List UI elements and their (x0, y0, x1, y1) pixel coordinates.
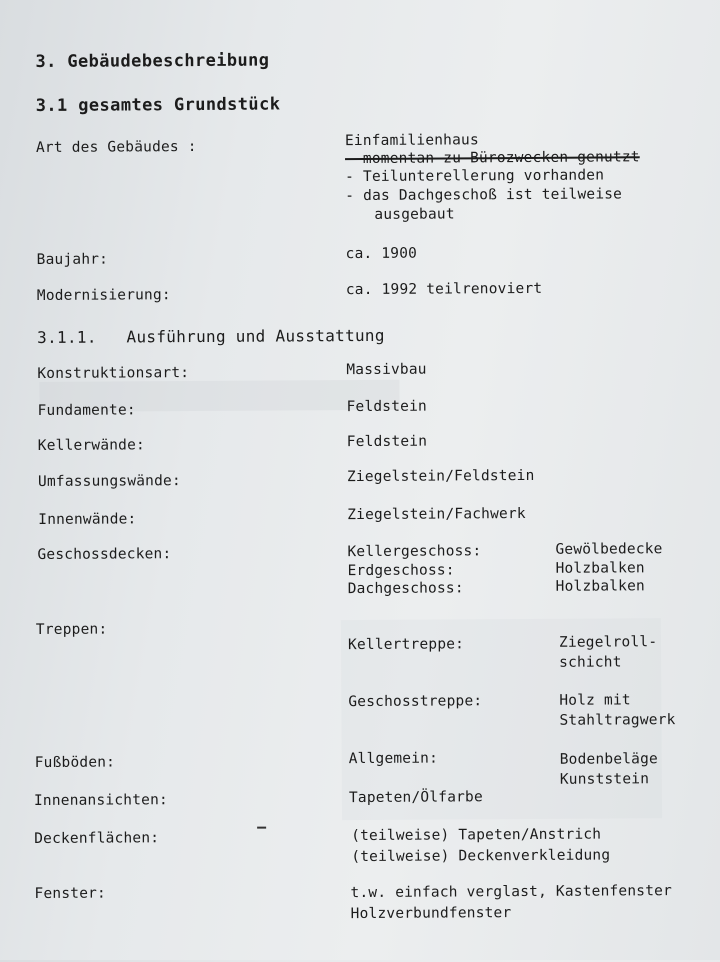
baujahr-value: ca. 1900 (345, 245, 418, 263)
fenster-value1: t.w. einfach verglast, Kastenfenster (350, 883, 673, 902)
subsubsection-title: 3.1.1. Ausführung und Ausstattung (37, 325, 385, 347)
modernisierung-label: Modernisierung: (36, 287, 171, 304)
modernisierung-value: ca. 1992 teilrenoviert (345, 280, 543, 299)
treppen-label: Treppen: (35, 621, 108, 638)
boeden-sub-label: Allgemein: (348, 750, 439, 768)
innenwaende-value: Ziegelstein/Fachwerk (347, 505, 526, 524)
art-line2-struck: - momentan zu Bürozwecken genutzt (344, 149, 640, 168)
umfassung-value: Ziegelstein/Feldstein (346, 467, 535, 486)
decken-label: Geschossdecken: (37, 546, 172, 563)
kellertreppe-value2: schicht (559, 654, 622, 671)
fundamente-label: Fundamente: (37, 402, 136, 419)
decken-erd-label: Erdgeschoss: (347, 562, 455, 580)
deckenflaechen-value1: (teilweise) Tapeten/Anstrich (351, 826, 602, 845)
kellerwaende-label: Kellerwände: (37, 437, 146, 454)
kellerwaende-value: Feldstein (346, 433, 428, 451)
decken-dach-label: Dachgeschoss: (347, 580, 464, 598)
section-title: 3. Gebäudebeschreibung (35, 50, 270, 72)
subsection-title: 3.1 gesamtes Grundstück (35, 94, 281, 116)
deckenflaechen-value2: (teilweise) Deckenverkleidung (351, 847, 611, 866)
boeden-value1: Bodenbeläge (559, 751, 658, 768)
fenster-value2: Holzverbundfenster (350, 905, 512, 923)
decken-keller-value: Gewölbedecke (555, 541, 663, 558)
konstruktion-label: Konstruktionsart: (37, 365, 190, 382)
innenwaende-label: Innenwände: (38, 511, 137, 528)
stray-mark (257, 827, 266, 829)
art-line3: - Teilunterellerung vorhanden (345, 167, 605, 186)
decken-erd-value: Holzbalken (555, 560, 645, 577)
decken-keller-label: Kellergeschoss: (347, 543, 482, 561)
decken-dach-value: Holzbalken (555, 578, 646, 595)
innenansichten-label: Innenansichten: (33, 792, 168, 809)
fundamente-value: Feldstein (346, 398, 427, 416)
baujahr-label: Baujahr: (36, 251, 109, 268)
kellertreppe-value1: Ziegelroll- (558, 634, 658, 651)
innenansichten-value: Tapeten/Ölfarbe (348, 789, 483, 807)
kellertreppe-label: Kellertreppe: (347, 636, 465, 654)
geschosstreppe-label: Geschosstreppe: (348, 693, 483, 711)
umfassung-label: Umfassungswände: (37, 473, 181, 490)
geschosstreppe-value2: Stahltragwerk (559, 712, 676, 729)
boeden-value2: Kunststein (559, 771, 650, 788)
geschosstreppe-value1: Holz mit (559, 692, 631, 709)
art-label: Art des Gebäudes : (35, 138, 197, 156)
art-line4a: - das Dachgeschoß ist teilweise (345, 186, 623, 205)
deckenflaechen-label: Deckenflächen: (34, 830, 160, 847)
art-line4b: ausgebaut (374, 206, 455, 223)
art-line1: Einfamilienhaus (344, 132, 479, 150)
fenster-label: Fenster: (34, 885, 107, 902)
boeden-label: Fußböden: (34, 754, 116, 771)
konstruktion-value: Massivbau (346, 361, 427, 379)
